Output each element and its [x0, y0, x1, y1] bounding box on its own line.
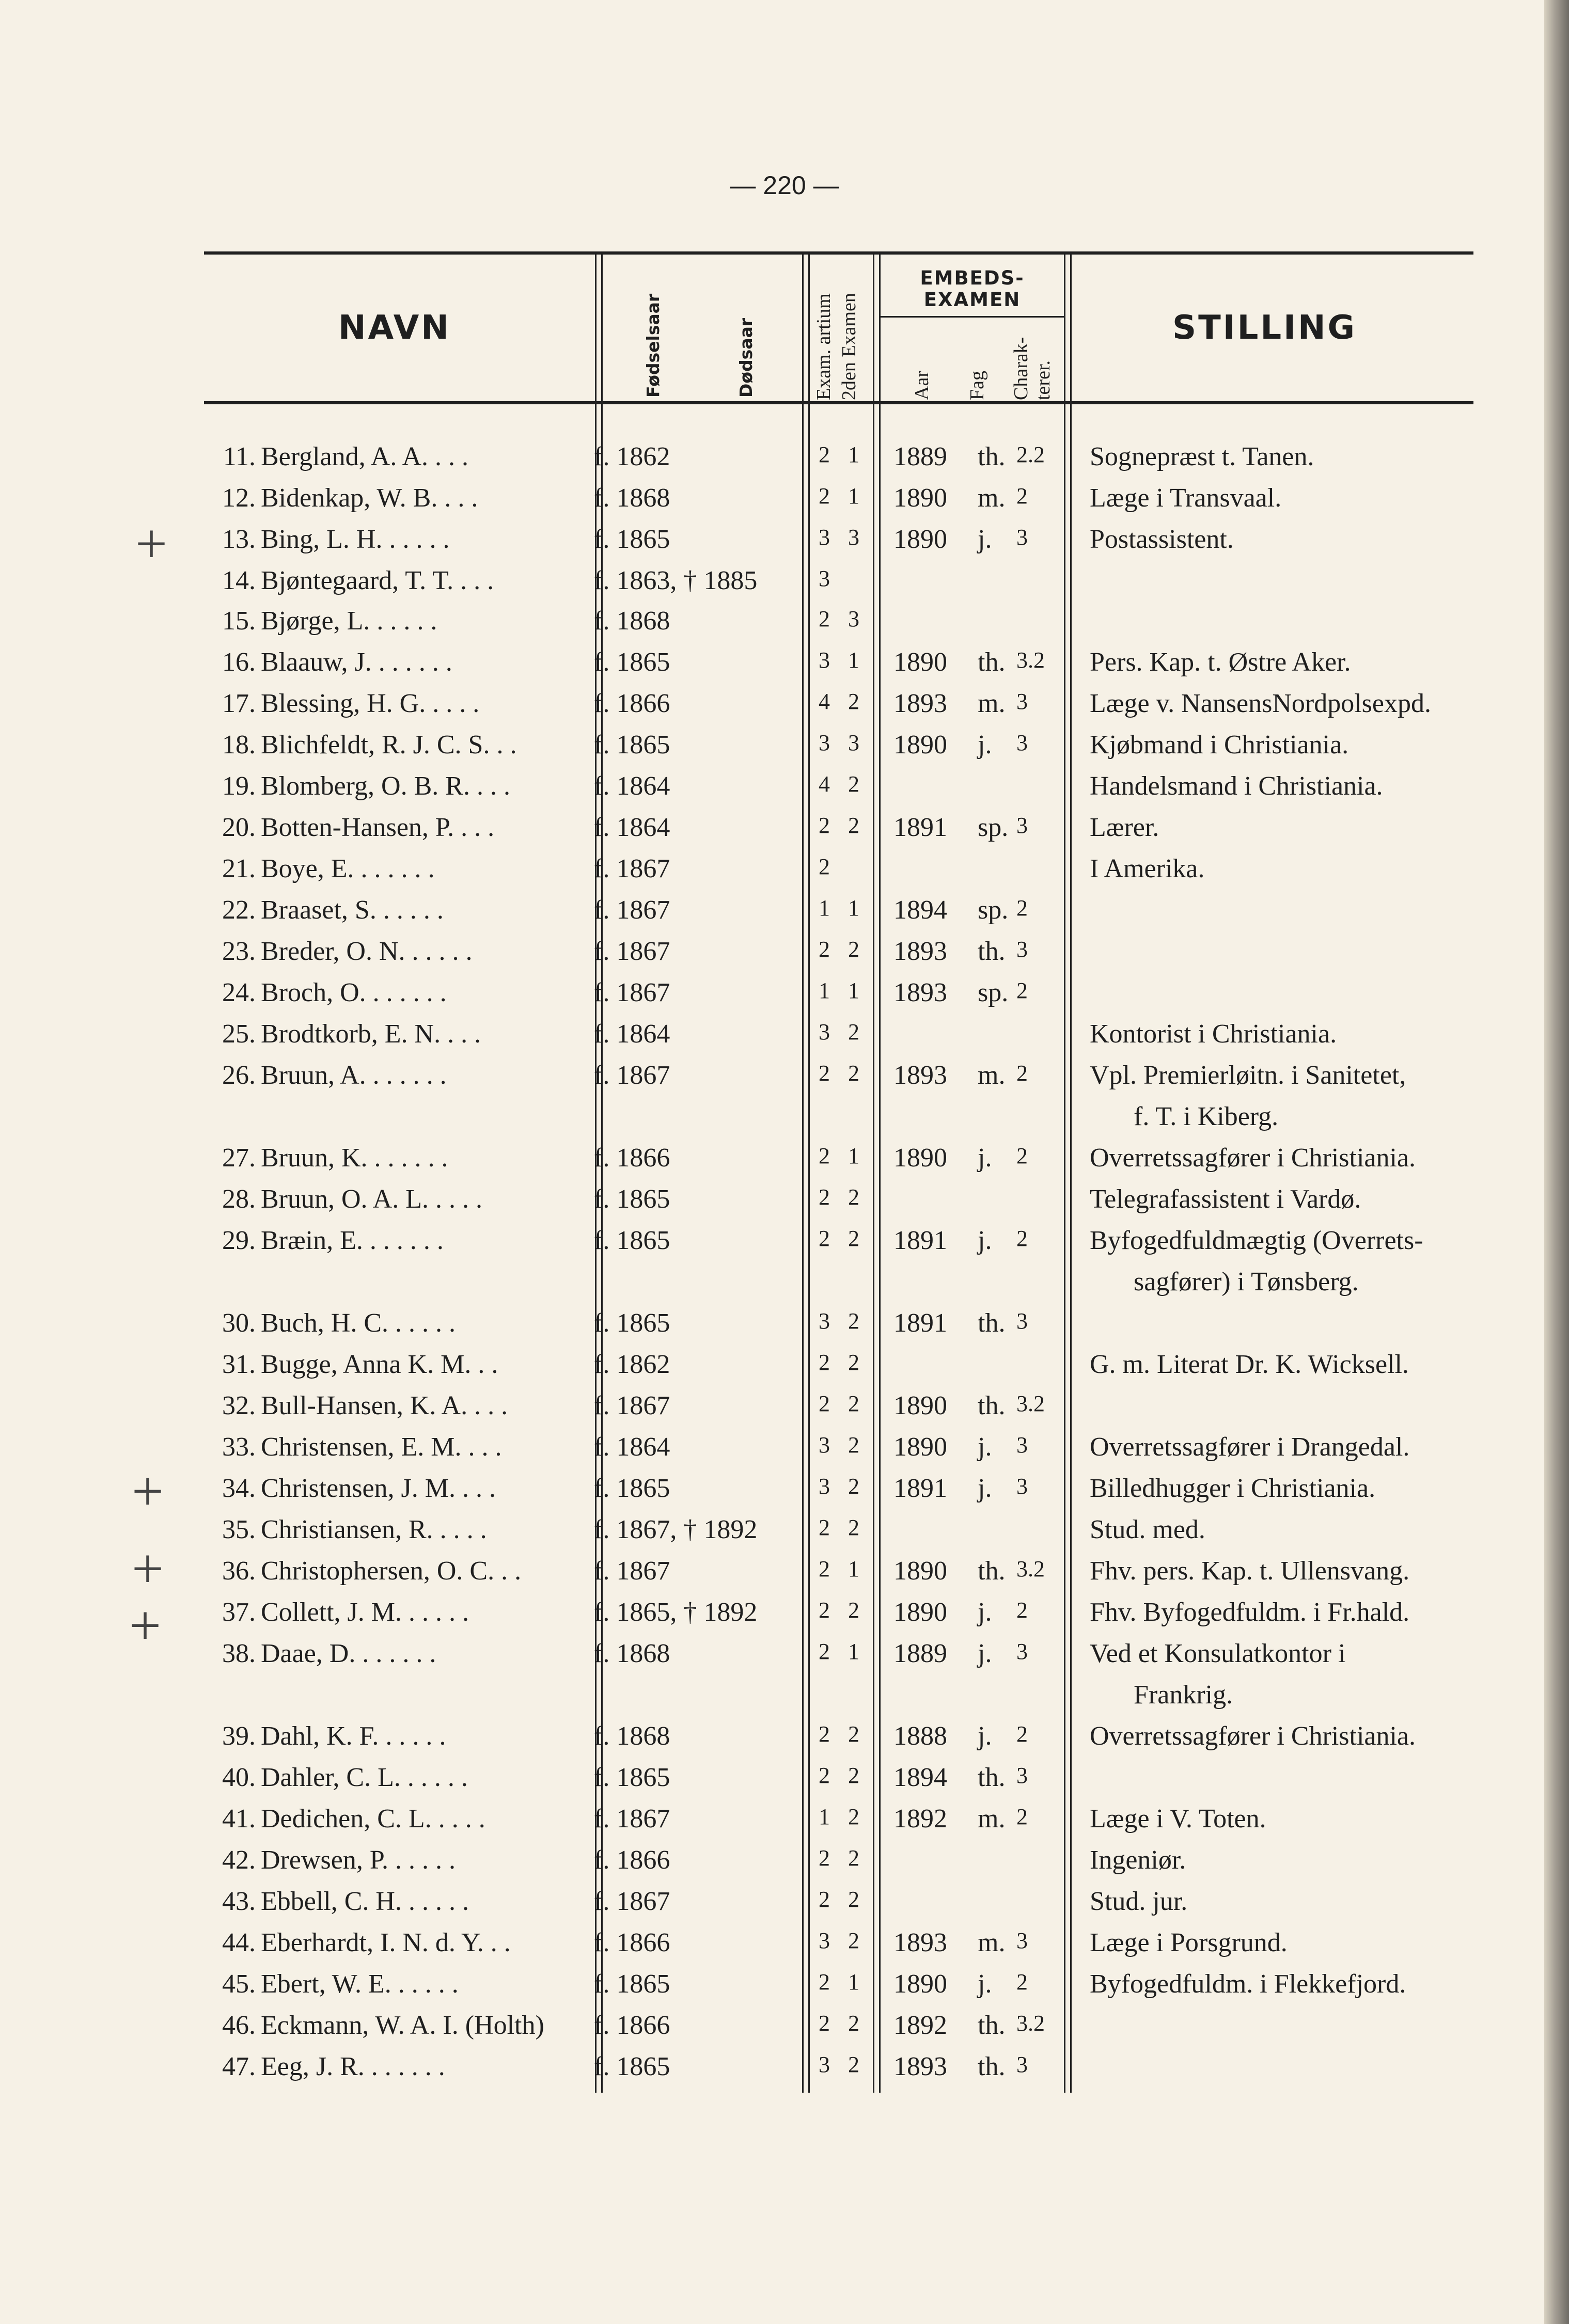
exam-grade: 2.2	[1016, 442, 1045, 467]
artium-grades: 3	[819, 566, 836, 591]
occupation: Fhv. pers. Kap. t. Ullensvang.	[1090, 1556, 1410, 1586]
artium-grades: 2 2	[819, 813, 866, 838]
exam-grade: 3	[1016, 2052, 1028, 2077]
person-name: Bruun, A. . . . . . .	[261, 1061, 447, 1090]
header-aar: Aar	[911, 371, 933, 400]
row-number: 33.	[222, 1432, 256, 1462]
column-separator	[873, 255, 874, 2093]
artium-grades: 3 2	[819, 1432, 866, 1458]
person-name: Eckmann, W. A. I. (Holth)	[261, 2011, 544, 2040]
exam-grade: 2	[1016, 1804, 1028, 1829]
row-number: 41.	[222, 1804, 256, 1833]
row-number: 36.	[222, 1556, 256, 1586]
row-number: 23.	[222, 937, 256, 966]
row-number: 22.	[222, 895, 256, 925]
exam-grade: 3.2	[1016, 1391, 1045, 1416]
person-name: Blomberg, O. B. R. . . .	[261, 771, 510, 801]
occupation: G. m. Literat Dr. K. Wicksell.	[1090, 1350, 1409, 1379]
person-name: Breder, O. N. . . . . .	[261, 937, 473, 966]
birth-death-years: f. 1864	[594, 1019, 670, 1049]
exam-subject: m.	[978, 1804, 1006, 1833]
artium-grades: 2 1	[819, 483, 866, 509]
artium-grades: 4 2	[819, 689, 866, 714]
artium-grades: 2 2	[819, 1350, 866, 1375]
artium-grades: 2 2	[819, 1887, 866, 1912]
header-top-rule	[204, 251, 1473, 255]
person-name: Ebbell, C. H. . . . . .	[261, 1887, 469, 1916]
exam-year: 1893	[893, 1928, 947, 1957]
occupation: Læge i Porsgrund.	[1090, 1928, 1288, 1957]
exam-subject: j.	[978, 525, 992, 554]
header-stilling: STILLING	[1172, 309, 1357, 347]
birth-death-years: f. 1865	[594, 647, 670, 677]
header-dodsaar: Dødsaar	[736, 318, 756, 398]
exam-year: 1890	[893, 647, 947, 677]
exam-year: 1889	[893, 442, 947, 471]
exam-subject: th.	[978, 442, 1006, 471]
row-number: 13.	[222, 525, 256, 554]
row-number: 27.	[222, 1143, 256, 1173]
exam-grade: 2	[1016, 1061, 1028, 1086]
exam-grade: 3	[1016, 1639, 1028, 1664]
birth-death-years: f. 1867	[594, 1061, 670, 1090]
artium-grades: 2 2	[819, 1226, 866, 1251]
person-name: Bidenkap, W. B. . . .	[261, 483, 478, 513]
birth-death-years: f. 1864	[594, 1432, 670, 1462]
column-separator	[802, 255, 804, 2093]
exam-grade: 3.2	[1016, 1556, 1045, 1582]
exam-year: 1890	[893, 483, 947, 513]
exam-year: 1893	[893, 1061, 947, 1090]
row-number: 15.	[222, 606, 256, 636]
birth-death-years: f. 1866	[594, 1143, 670, 1173]
margin-cross-mark: +	[129, 1594, 162, 1657]
exam-year: 1892	[893, 2011, 947, 2040]
exam-grade: 3	[1016, 1432, 1028, 1458]
row-number: 24.	[222, 978, 256, 1007]
occupation: Sognepræst t. Tanen.	[1090, 442, 1314, 471]
row-number: 29.	[222, 1226, 256, 1255]
occupation: Ved et Konsulatkontor i	[1090, 1639, 1346, 1668]
exam-year: 1891	[893, 1308, 947, 1338]
occupation: I Amerika.	[1090, 854, 1205, 883]
birth-death-years: f. 1865	[594, 1226, 670, 1255]
person-name: Christensen, E. M. . . .	[261, 1432, 502, 1462]
exam-subject: j.	[978, 1721, 992, 1751]
row-number: 38.	[222, 1639, 256, 1668]
row-number: 31.	[222, 1350, 256, 1379]
row-number: 44.	[222, 1928, 256, 1957]
exam-year: 1893	[893, 2052, 947, 2081]
artium-grades: 2	[819, 854, 836, 879]
row-number: 30.	[222, 1308, 256, 1338]
exam-subject: sp.	[978, 978, 1009, 1007]
birth-death-years: f. 1865	[594, 1184, 670, 1214]
artium-grades: 2 2	[819, 1721, 866, 1747]
artium-grades: 1 1	[819, 978, 866, 1003]
birth-death-years: f. 1867	[594, 937, 670, 966]
occupation: Overretssagfører i Christiania.	[1090, 1143, 1416, 1173]
occupation: Handelsmand i Christiania.	[1090, 771, 1383, 801]
exam-grade: 3	[1016, 937, 1028, 962]
artium-grades: 2 2	[819, 1763, 866, 1788]
page-edge	[1544, 0, 1569, 2324]
birth-death-years: f. 1868	[594, 1639, 670, 1668]
exam-year: 1890	[893, 730, 947, 760]
exam-year: 1890	[893, 1969, 947, 1999]
artium-grades: 2 1	[819, 1969, 866, 1995]
occupation: Læge i V. Toten.	[1090, 1804, 1266, 1833]
header-bottom-rule	[204, 401, 1473, 404]
birth-death-years: f. 1862	[594, 442, 670, 471]
exam-grade: 2	[1016, 1721, 1028, 1747]
person-name: Bull-Hansen, K. A. . . .	[261, 1391, 508, 1420]
exam-subject: j.	[978, 1969, 992, 1999]
row-number: 18.	[222, 730, 256, 760]
person-name: Bugge, Anna K. M. . .	[261, 1350, 498, 1379]
occupation: Billedhugger i Christiania.	[1090, 1474, 1376, 1503]
person-name: Blaauw, J. . . . . . .	[261, 647, 452, 677]
row-number: 47.	[222, 2052, 256, 2081]
person-name: Bjørge, L. . . . . .	[261, 606, 437, 636]
header-charak: Charak-	[1010, 337, 1032, 400]
exam-grade: 2	[1016, 483, 1028, 509]
exam-subject: m.	[978, 689, 1006, 718]
artium-grades: 2 2	[819, 1391, 866, 1416]
person-name: Buch, H. C. . . . . .	[261, 1308, 456, 1338]
birth-death-years: f. 1867	[594, 895, 670, 925]
header-navn: NAVN	[338, 309, 451, 347]
birth-death-years: f. 1866	[594, 1845, 670, 1875]
exam-subject: sp.	[978, 895, 1009, 925]
artium-grades: 2 2	[819, 1061, 866, 1086]
row-number: 32.	[222, 1391, 256, 1420]
exam-year: 1894	[893, 895, 947, 925]
artium-grades: 3 1	[819, 647, 866, 673]
artium-grades: 3 2	[819, 1474, 866, 1499]
exam-subject: j.	[978, 1143, 992, 1173]
exam-year: 1892	[893, 1804, 947, 1833]
birth-death-years: f. 1867, † 1892	[594, 1515, 758, 1544]
exam-grade: 2	[1016, 1969, 1028, 1995]
birth-death-years: f. 1865	[594, 1474, 670, 1503]
header-examen: EXAMEN	[923, 289, 1021, 311]
exam-year: 1891	[893, 1474, 947, 1503]
row-number: 25.	[222, 1019, 256, 1049]
exam-grade: 3	[1016, 525, 1028, 550]
person-name: Blichfeldt, R. J. C. S. . .	[261, 730, 517, 760]
person-name: Eberhardt, I. N. d. Y. . .	[261, 1928, 511, 1957]
exam-subject: j.	[978, 1598, 992, 1627]
artium-grades: 1 2	[819, 1804, 866, 1829]
occupation: Telegrafassistent i Vardø.	[1090, 1184, 1361, 1214]
occupation: Lærer.	[1090, 813, 1159, 842]
birth-death-years: f. 1868	[594, 483, 670, 513]
occupation: Læge v. NansensNordpolsexpd.	[1090, 689, 1431, 718]
person-name: Ebert, W. E. . . . . .	[261, 1969, 459, 1999]
artium-grades: 2 1	[819, 1556, 866, 1582]
person-name: Dahl, K. F. . . . . .	[261, 1721, 446, 1751]
row-number: 35.	[222, 1515, 256, 1544]
birth-death-years: f. 1866	[594, 2011, 670, 2040]
exam-subject: th.	[978, 647, 1006, 677]
exam-grade: 3	[1016, 1763, 1028, 1788]
person-name: Brodtkorb, E. N. . . .	[261, 1019, 481, 1049]
birth-death-years: f. 1865, † 1892	[594, 1598, 758, 1627]
person-name: Daae, D. . . . . . .	[261, 1639, 436, 1668]
exam-grade: 2	[1016, 1598, 1028, 1623]
occupation: Vpl. Premierløitn. i Sanitetet,	[1090, 1061, 1406, 1090]
exam-grade: 3	[1016, 1928, 1028, 1953]
person-name: Christophersen, O. C. . .	[261, 1556, 522, 1586]
exam-grade: 2	[1016, 1226, 1028, 1251]
artium-grades: 2 2	[819, 937, 866, 962]
person-name: Bruun, O. A. L. . . . .	[261, 1184, 482, 1214]
occupation: Pers. Kap. t. Østre Aker.	[1090, 647, 1351, 677]
person-name: Braaset, S. . . . . .	[261, 895, 444, 925]
person-name: Bjøntegaard, T. T. . . .	[261, 566, 494, 595]
artium-grades: 2 2	[819, 1515, 866, 1540]
row-number: 12.	[222, 483, 256, 513]
row-number: 45.	[222, 1969, 256, 1999]
person-name: Broch, O. . . . . . .	[261, 978, 447, 1007]
birth-death-years: f. 1864	[594, 771, 670, 801]
exam-year: 1890	[893, 1556, 947, 1586]
exam-subject: m.	[978, 1928, 1006, 1957]
exam-subject: th.	[978, 937, 1006, 966]
exam-year: 1893	[893, 978, 947, 1007]
occupation: Fhv. Byfogedfuldm. i Fr.hald.	[1090, 1598, 1410, 1627]
exam-grade: 3	[1016, 730, 1028, 755]
occupation-continued: f. T. i Kiberg.	[1134, 1102, 1279, 1131]
artium-grades: 2 2	[819, 2011, 866, 2036]
exam-subject: j.	[978, 730, 992, 760]
artium-grades: 3 3	[819, 525, 866, 550]
margin-cross-mark: +	[132, 1460, 164, 1523]
exam-year: 1894	[893, 1763, 947, 1792]
occupation: Læge i Transvaal.	[1090, 483, 1282, 513]
row-number: 14.	[222, 566, 256, 595]
exam-year: 1889	[893, 1639, 947, 1668]
embeds-subheader-rule	[880, 316, 1065, 318]
artium-grades: 3 2	[819, 1928, 866, 1953]
row-number: 39.	[222, 1721, 256, 1751]
exam-grade: 3	[1016, 1474, 1028, 1499]
birth-death-years: f. 1865	[594, 1763, 670, 1792]
column-separator	[879, 255, 881, 2093]
occupation: Stud. med.	[1090, 1515, 1205, 1544]
column-separator	[1070, 255, 1072, 2093]
exam-subject: th.	[978, 1308, 1006, 1338]
birth-death-years: f. 1867	[594, 1887, 670, 1916]
person-name: Bræin, E. . . . . . .	[261, 1226, 444, 1255]
occupation: Kontorist i Christiania.	[1090, 1019, 1337, 1049]
row-number: 20.	[222, 813, 256, 842]
header-anden-examen: 2den Examen	[838, 293, 860, 400]
person-name: Bing, L. H. . . . . .	[261, 525, 450, 554]
artium-grades: 3 3	[819, 730, 866, 755]
header-terer: terer.	[1032, 360, 1054, 400]
header-fag: Fag	[966, 371, 988, 400]
exam-subject: th.	[978, 1556, 1006, 1586]
person-name: Christiansen, R. . . . .	[261, 1515, 487, 1544]
row-number: 26.	[222, 1061, 256, 1090]
artium-grades: 4 2	[819, 771, 866, 797]
occupation: Byfogedfuldm. i Flekkefjord.	[1090, 1969, 1406, 1999]
column-separator	[1064, 255, 1065, 2093]
exam-subject: j.	[978, 1639, 992, 1668]
exam-subject: th.	[978, 2011, 1006, 2040]
artium-grades: 2 3	[819, 606, 866, 631]
header-exam-artium: Exam. artium	[813, 293, 835, 400]
artium-grades: 3 2	[819, 2052, 866, 2077]
person-name: Blessing, H. G. . . . .	[261, 689, 480, 718]
birth-death-years: f. 1866	[594, 1928, 670, 1957]
person-name: Eeg, J. R. . . . . . .	[261, 2052, 445, 2081]
margin-cross-mark: +	[135, 512, 168, 575]
birth-death-years: f. 1866	[594, 689, 670, 718]
artium-grades: 2 2	[819, 1598, 866, 1623]
row-number: 11.	[223, 442, 256, 471]
exam-grade: 2	[1016, 978, 1028, 1003]
birth-death-years: f. 1868	[594, 606, 670, 636]
row-number: 34.	[222, 1474, 256, 1503]
artium-grades: 3 2	[819, 1019, 866, 1045]
exam-subject: j.	[978, 1432, 992, 1462]
exam-year: 1891	[893, 1226, 947, 1255]
exam-year: 1890	[893, 1598, 947, 1627]
row-number: 40.	[222, 1763, 256, 1792]
artium-grades: 3 2	[819, 1308, 866, 1334]
artium-grades: 1 1	[819, 895, 866, 921]
person-name: Bruun, K. . . . . . .	[261, 1143, 448, 1173]
birth-death-years: f. 1865	[594, 525, 670, 554]
exam-grade: 3	[1016, 1308, 1028, 1334]
exam-year: 1890	[893, 1143, 947, 1173]
occupation: Overretssagfører i Christiania.	[1090, 1721, 1416, 1751]
row-number: 16.	[222, 647, 256, 677]
row-number: 17.	[222, 689, 256, 718]
header-fodselsaar: Fødselsaar	[643, 293, 663, 398]
exam-subject: j.	[978, 1474, 992, 1503]
birth-death-years: f. 1865	[594, 1969, 670, 1999]
exam-year: 1893	[893, 689, 947, 718]
birth-death-years: f. 1865	[594, 2052, 670, 2081]
exam-year: 1891	[893, 813, 947, 842]
exam-grade: 2	[1016, 895, 1028, 921]
row-number: 42.	[222, 1845, 256, 1875]
person-name: Boye, E. . . . . . .	[261, 854, 435, 883]
exam-grade: 3	[1016, 813, 1028, 838]
birth-death-years: f. 1867	[594, 1391, 670, 1420]
birth-death-years: f. 1867	[594, 1556, 670, 1586]
exam-subject: sp.	[978, 813, 1009, 842]
exam-year: 1890	[893, 1432, 947, 1462]
row-number: 28.	[222, 1184, 256, 1214]
artium-grades: 2 2	[819, 1184, 866, 1210]
row-number: 43.	[222, 1887, 256, 1916]
artium-grades: 2 1	[819, 1143, 866, 1168]
birth-death-years: f. 1863, † 1885	[594, 566, 758, 595]
birth-death-years: f. 1862	[594, 1350, 670, 1379]
exam-year: 1893	[893, 937, 947, 966]
person-name: Drewsen, P. . . . . .	[261, 1845, 456, 1875]
row-number: 37.	[222, 1598, 256, 1627]
occupation-continued: sagfører) i Tønsberg.	[1134, 1267, 1359, 1297]
artium-grades: 2 1	[819, 442, 866, 467]
exam-subject: th.	[978, 2052, 1006, 2081]
artium-grades: 2 1	[819, 1639, 866, 1664]
exam-year: 1890	[893, 1391, 947, 1420]
occupation: Postassistent.	[1090, 525, 1234, 554]
row-number: 19.	[222, 771, 256, 801]
person-name: Botten-Hansen, P. . . .	[261, 813, 495, 842]
birth-death-years: f. 1867	[594, 978, 670, 1007]
occupation: Byfogedfuldmægtig (Overrets-	[1090, 1226, 1423, 1255]
birth-death-years: f. 1867	[594, 854, 670, 883]
header-embeds: EMBEDS-	[920, 267, 1025, 289]
person-name: Christensen, J. M. . . .	[261, 1474, 496, 1503]
margin-cross-mark: +	[132, 1537, 164, 1600]
occupation: Stud. jur.	[1090, 1887, 1188, 1916]
occupation: Kjøbmand i Christiania.	[1090, 730, 1349, 760]
person-name: Dahler, C. L. . . . . .	[261, 1763, 468, 1792]
birth-death-years: f. 1867	[594, 1804, 670, 1833]
exam-subject: m.	[978, 1061, 1006, 1090]
birth-death-years: f. 1865	[594, 730, 670, 760]
column-separator	[808, 255, 810, 2093]
page-number: — 220 —	[730, 171, 839, 200]
exam-grade: 3.2	[1016, 647, 1045, 673]
birth-death-years: f. 1864	[594, 813, 670, 842]
exam-grade: 3.2	[1016, 2011, 1045, 2036]
row-number: 46.	[222, 2011, 256, 2040]
exam-subject: m.	[978, 483, 1006, 513]
exam-year: 1888	[893, 1721, 947, 1751]
occupation: Overretssagfører i Drangedal.	[1090, 1432, 1410, 1462]
exam-subject: th.	[978, 1763, 1006, 1792]
occupation: Ingeniør.	[1090, 1845, 1186, 1875]
person-name: Collett, J. M. . . . . .	[261, 1598, 469, 1627]
exam-subject: th.	[978, 1391, 1006, 1420]
exam-grade: 2	[1016, 1143, 1028, 1168]
exam-subject: j.	[978, 1226, 992, 1255]
occupation-continued: Frankrig.	[1134, 1680, 1233, 1710]
person-name: Dedichen, C. L. . . . .	[261, 1804, 485, 1833]
person-name: Bergland, A. A. . . .	[261, 442, 469, 471]
birth-death-years: f. 1868	[594, 1721, 670, 1751]
row-number: 21.	[222, 854, 256, 883]
artium-grades: 2 2	[819, 1845, 866, 1871]
birth-death-years: f. 1865	[594, 1308, 670, 1338]
exam-grade: 3	[1016, 689, 1028, 714]
exam-year: 1890	[893, 525, 947, 554]
